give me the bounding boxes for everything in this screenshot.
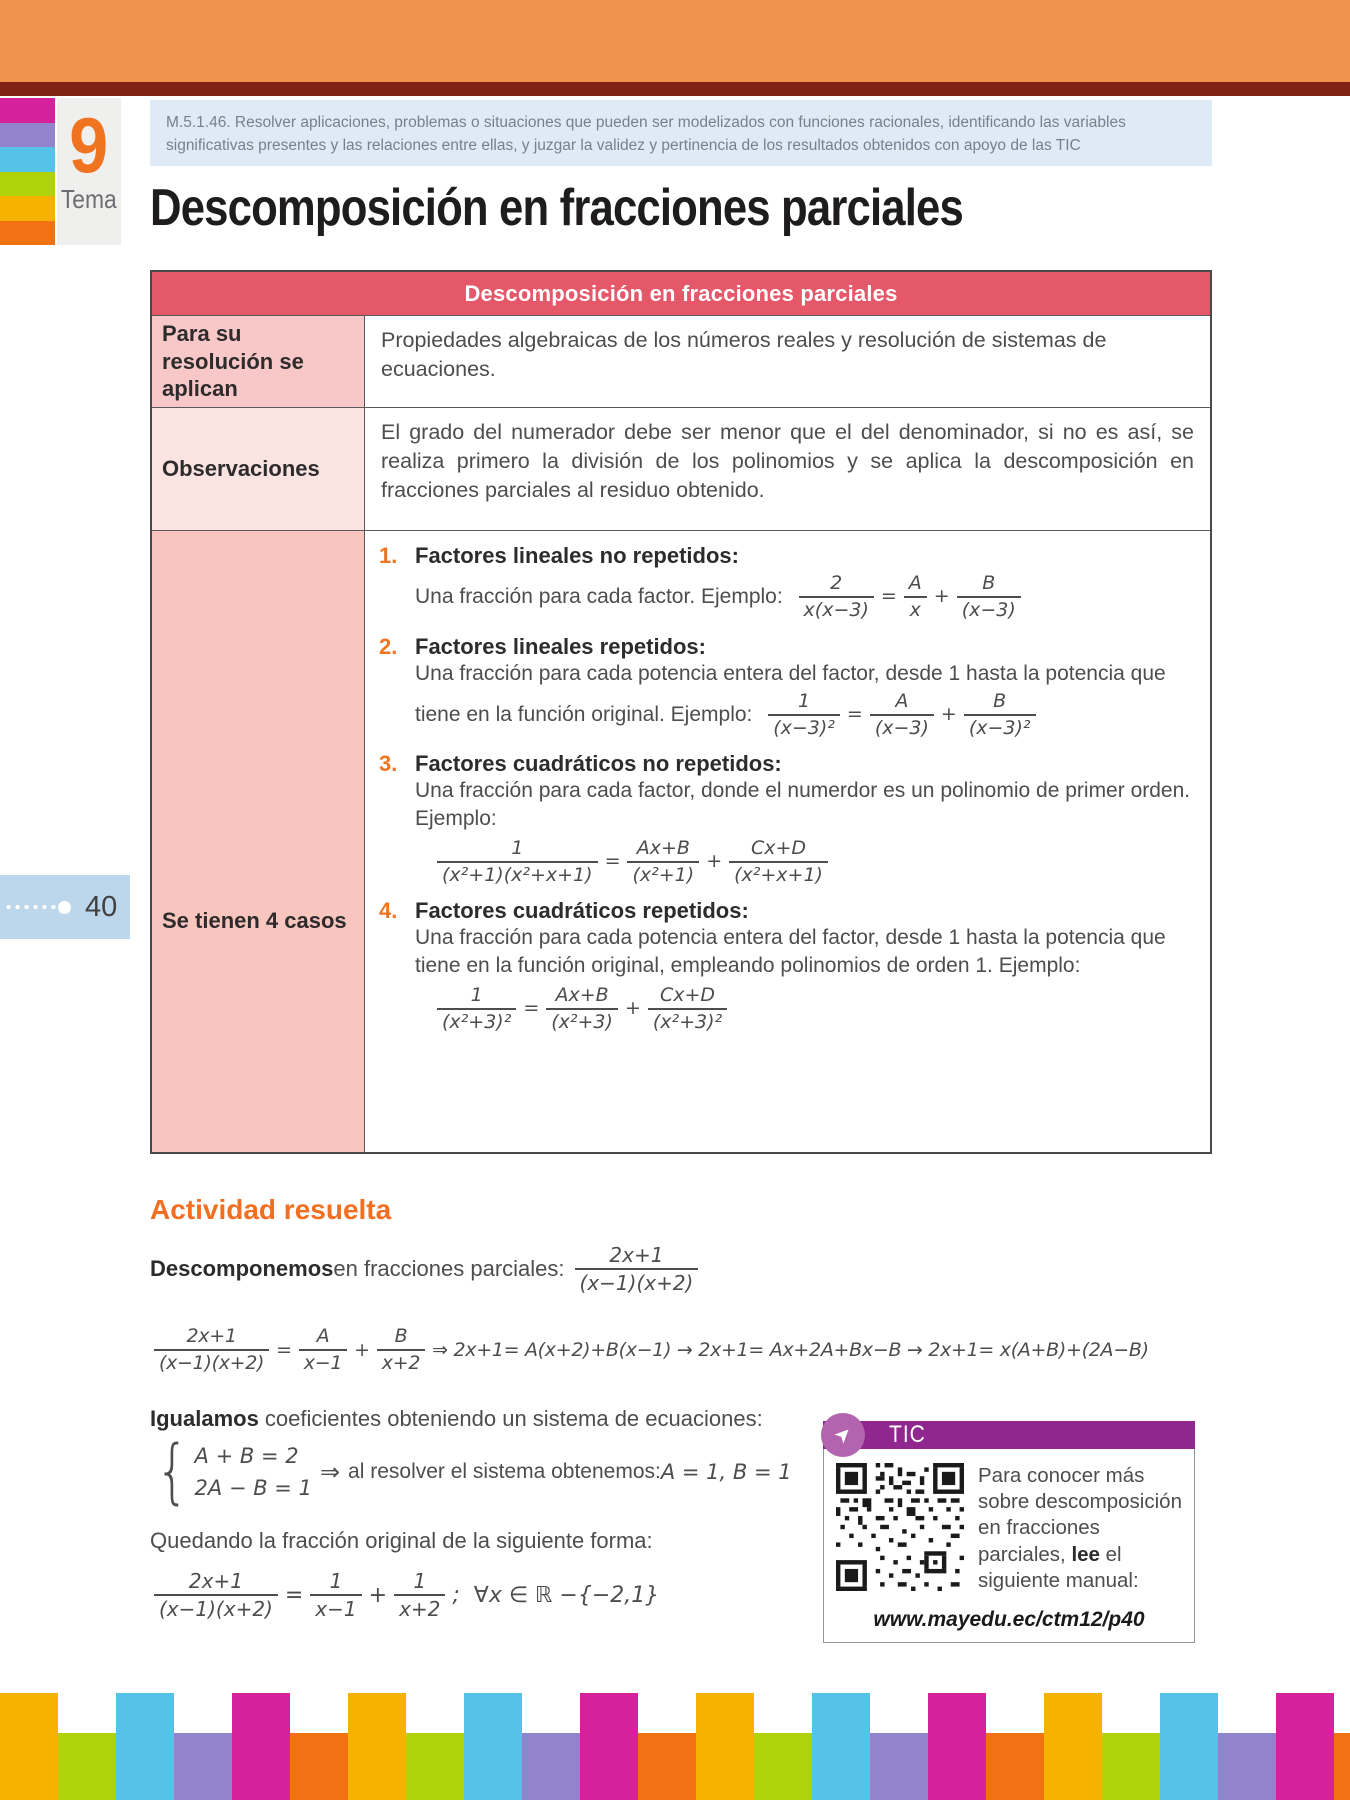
case-2 bbox=[379, 634, 1196, 744]
fraction: $\frac{1}{x-1}$ bbox=[310, 1570, 361, 1621]
stripe bbox=[0, 123, 55, 148]
quedando-line: Quedando la fracción original de la siguiente forma: bbox=[150, 1528, 653, 1553]
system-brace: { bbox=[155, 1430, 189, 1512]
math-text: + bbox=[933, 585, 950, 608]
table-row-label-observaciones: Observaciones bbox=[152, 407, 365, 530]
border-bar bbox=[1276, 1693, 1334, 1800]
case-title: Factores cuadráticos no repetidos: bbox=[415, 751, 782, 777]
side-stripes bbox=[0, 98, 55, 245]
tic-url-link[interactable]: www.mayedu.ec/ctm12/p40 bbox=[873, 1608, 1145, 1632]
math-text: + bbox=[940, 703, 957, 726]
math-text: ; ∀x ∈ ℝ −{−2,1} bbox=[452, 1582, 660, 1608]
fraction: $\frac{2x+1}{(x-1)(x+2)}$ bbox=[154, 1570, 278, 1621]
math-text: = bbox=[846, 703, 863, 726]
case-number: 4. bbox=[379, 898, 398, 924]
border-bar bbox=[1218, 1733, 1276, 1800]
border-bar bbox=[870, 1733, 928, 1800]
content-table bbox=[150, 270, 1212, 1154]
standard-box bbox=[150, 100, 1212, 166]
case-description: Una fracción para cada potencia entera del factor, desde 1 hasta la potencia que tiene en la función original. Ejemplo: bbox=[415, 661, 1166, 726]
table-row-content-observaciones: El grado del numerador debe ser menor que el del denominador, si no es así, se realiza primero la división de los polinomios y se aplica la descomposición en fracciones parciales al residuo obtenido. bbox=[365, 407, 1210, 530]
math-text: + bbox=[624, 997, 641, 1020]
math-text: = bbox=[604, 850, 621, 873]
fraction: $\frac{Cx+D}{\text{(x²+x+1)}}$ bbox=[729, 838, 828, 887]
fraction: $\frac{A}{(x-3)}$ bbox=[870, 691, 934, 740]
case-description: Una fracción para cada potencia entera del factor, desde 1 hasta la potencia que tiene en la función original, empleando polinomios de orden 1. Ejemplo: bbox=[415, 926, 1166, 977]
case-number: 1. bbox=[379, 543, 398, 568]
decompose-bold: Descomponemos bbox=[150, 1256, 334, 1282]
table-header: Descomposición en fracciones parciales bbox=[152, 272, 1210, 315]
case-1 bbox=[379, 543, 1196, 626]
case-title: Factores lineales repetidos: bbox=[415, 633, 706, 659]
table-row-label-casos: Se tienen 4 casos bbox=[152, 530, 365, 1152]
math-text: = bbox=[523, 997, 540, 1020]
work-equation-line bbox=[150, 1322, 1220, 1379]
case-formula bbox=[433, 834, 1196, 891]
border-bar bbox=[464, 1693, 522, 1800]
tic-text-bold: lee bbox=[1071, 1542, 1100, 1566]
case-number: 2. bbox=[379, 633, 398, 659]
decompose-rest: en fracciones parciales: bbox=[333, 1256, 565, 1282]
tic-box bbox=[823, 1421, 1195, 1643]
page-number: 40 bbox=[85, 890, 118, 923]
cursor-arrow-icon: ➤ bbox=[821, 1413, 865, 1457]
tic-header bbox=[823, 1421, 1195, 1449]
border-bar bbox=[522, 1733, 580, 1800]
border-bar bbox=[58, 1733, 116, 1800]
border-bar bbox=[1160, 1693, 1218, 1800]
tema-number: 9 bbox=[69, 101, 109, 189]
igualamos-rest: coeficientes obteniendo un sistema de ecuaciones: bbox=[258, 1406, 763, 1431]
system-result-text: al resolver el sistema obtenemos: bbox=[348, 1459, 661, 1483]
igualamos-line bbox=[150, 1406, 763, 1432]
math-text: = bbox=[880, 585, 897, 608]
implies-arrow: ⇒ bbox=[319, 1457, 341, 1486]
stripe bbox=[0, 221, 55, 246]
border-bar bbox=[406, 1733, 464, 1800]
fraction: $\frac{2x+1}{(x-1)(x+2)}$ bbox=[575, 1244, 699, 1295]
fraction: $\frac{1}{\text{(x²+3)²}}$ bbox=[437, 985, 516, 1034]
border-bar bbox=[290, 1733, 348, 1800]
dot-icon bbox=[58, 901, 71, 914]
border-bar bbox=[174, 1733, 232, 1800]
border-bar bbox=[1334, 1733, 1350, 1800]
fraction: $\frac{1}{x+2}$ bbox=[394, 1570, 445, 1621]
fraction: $\frac{1}{\text{(x²+1)(x²+x+1)}}$ bbox=[437, 838, 598, 887]
table-row-content-resolucion: Propiedades algebraicas de los números reales y resolución de sistemas de ecuaciones. bbox=[365, 315, 1210, 407]
case-description: Una fracción para cada factor, donde el numerdor es un polinomio de primer orden. Ejemplo: bbox=[415, 779, 1191, 830]
math-text: = bbox=[276, 1339, 292, 1362]
math-text: + bbox=[354, 1339, 370, 1362]
border-bar bbox=[812, 1693, 870, 1800]
case-formula bbox=[433, 981, 1196, 1038]
case-number: 3. bbox=[379, 751, 398, 777]
case-description: Una fracción para cada factor. Ejemplo: bbox=[415, 584, 783, 608]
case-title: Factores lineales no repetidos: bbox=[415, 543, 739, 568]
stripe bbox=[0, 172, 55, 197]
case-3 bbox=[379, 751, 1196, 890]
fraction: $\frac{B}{\text{(x−3)²}}$ bbox=[964, 691, 1036, 740]
table-row-content-casos bbox=[365, 530, 1210, 1152]
border-bar bbox=[928, 1693, 986, 1800]
border-bar bbox=[638, 1733, 696, 1800]
system-eq1: A + B = 2 bbox=[194, 1443, 299, 1468]
case-formula bbox=[764, 687, 1039, 744]
page-number-badge bbox=[0, 875, 130, 939]
system-result-values: A = 1, B = 1 bbox=[660, 1459, 792, 1484]
border-bar bbox=[232, 1693, 290, 1800]
table-row-label-resolucion: Para su resolución se aplican bbox=[152, 315, 365, 407]
target-fraction bbox=[571, 1240, 703, 1299]
page-title: Descomposición en fracciones parciales bbox=[150, 179, 963, 237]
border-bar bbox=[986, 1733, 1044, 1800]
border-bar bbox=[116, 1693, 174, 1800]
border-bar bbox=[0, 1693, 58, 1800]
standard-text: M.5.1.46. Resolver aplicaciones, problemas o situaciones que pueden ser modelizados con funciones racionales, identificando las variables significativas presentes y las relaciones entre ellas, y juzgar la validez y pertinencia de los resultados obtenidos con apoyo de las TIC bbox=[166, 114, 1126, 155]
fraction: $\frac{Cx+D}{\text{(x²+3)²}}$ bbox=[648, 985, 727, 1034]
fraction: $\frac{1}{\text{(x−3)²}}$ bbox=[768, 691, 840, 740]
border-bar bbox=[580, 1693, 638, 1800]
qr-code-icon bbox=[836, 1463, 964, 1591]
tic-text: Para conocer más sobre descomposición en fracciones parciales, lee el siguiente manual: bbox=[978, 1464, 1182, 1592]
bottom-border bbox=[0, 1693, 1350, 1800]
igualamos-bold: Igualamos bbox=[150, 1406, 259, 1431]
border-bar bbox=[696, 1693, 754, 1800]
fraction: $\frac{Ax+B}{\text{(x²+1)}}$ bbox=[627, 838, 699, 887]
fraction: $\frac{2}{x(x-3)}$ bbox=[799, 573, 874, 622]
border-bar bbox=[348, 1693, 406, 1800]
fraction: $\frac{B}{x+2}$ bbox=[377, 1326, 425, 1375]
fraction: $\frac{B}{(x-3)}$ bbox=[957, 573, 1021, 622]
top-orange-bar bbox=[0, 0, 1350, 82]
stripe bbox=[0, 196, 55, 221]
border-bar bbox=[1102, 1733, 1160, 1800]
case-formula bbox=[795, 569, 1025, 626]
stripe bbox=[0, 147, 55, 172]
math-text: + bbox=[706, 850, 723, 873]
tic-label: TIC bbox=[889, 1421, 926, 1448]
activity-heading: Actividad resuelta bbox=[150, 1194, 392, 1225]
case-title: Factores cuadráticos repetidos: bbox=[415, 898, 749, 924]
math-text: ⇒ 2x+1= A(x+2)+B(x−1) → 2x+1= Ax+2A+Bx−B → 2x+1= x(A+B)+(2A−B) bbox=[432, 1339, 1149, 1362]
tema-box bbox=[57, 98, 121, 245]
equation-system bbox=[150, 1430, 792, 1512]
border-bar bbox=[754, 1733, 812, 1800]
fraction: $\frac{2x+1}{(x-1)(x+2)}$ bbox=[154, 1326, 269, 1375]
final-equation-line bbox=[150, 1566, 662, 1625]
math-text: = bbox=[284, 1582, 304, 1608]
tema-label: Tema bbox=[61, 184, 117, 215]
decompose-line bbox=[150, 1240, 702, 1299]
case-4 bbox=[379, 898, 1196, 1037]
top-maroon-bar bbox=[0, 82, 1350, 96]
fraction: $\frac{A}{x-1}$ bbox=[299, 1326, 347, 1375]
fraction: $\frac{A}{x}$ bbox=[904, 573, 927, 622]
math-text: + bbox=[368, 1582, 388, 1608]
dotted-line bbox=[4, 904, 56, 910]
fraction: $\frac{Ax+B}{\text{(x²+3)}}$ bbox=[546, 985, 618, 1034]
system-eq2: 2A − B = 1 bbox=[194, 1475, 312, 1500]
stripe bbox=[0, 98, 55, 123]
border-bar bbox=[1044, 1693, 1102, 1800]
